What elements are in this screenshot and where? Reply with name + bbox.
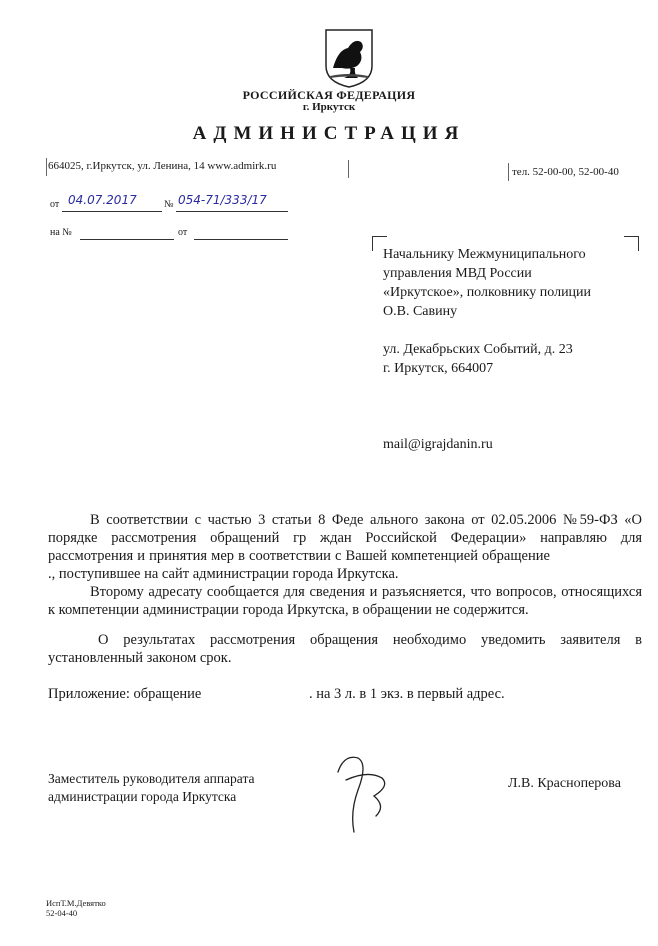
city-coat-of-arms bbox=[324, 28, 374, 88]
registration-date: 04.07.2017 bbox=[68, 193, 137, 207]
paragraph-result: О результатах рассмотрения обращения необходимо уведомить заявителя в установленный законом срок. bbox=[48, 632, 642, 666]
sender-address: 664025, г.Иркутск, ул. Ленина, 14 www.admirk.ru bbox=[48, 160, 277, 172]
federation-title: РОССИЙСКАЯ ФЕДЕРАЦИЯ bbox=[242, 88, 416, 102]
letter-body bbox=[48, 511, 642, 703]
phone-divider bbox=[508, 163, 509, 181]
date-label: от bbox=[50, 199, 60, 210]
reply-date-field bbox=[194, 239, 288, 240]
executor-name: ИспТ.М.Девятко bbox=[46, 898, 106, 908]
reply-number-field bbox=[80, 239, 174, 240]
signatory-position: Заместитель руководителя аппарата администрации города Иркутска bbox=[48, 771, 255, 804]
attachment-line: Приложение: обращение . на 3 л. в 1 экз. в первый адрес. bbox=[48, 686, 505, 702]
recipient-corner-right bbox=[624, 236, 639, 251]
sender-phone: тел. 52-00-00, 52-00-40 bbox=[512, 166, 619, 178]
recipient-block bbox=[383, 245, 591, 454]
recipient-line: управления МВД России bbox=[383, 266, 532, 281]
registration-number: 054-71/333/17 bbox=[178, 193, 267, 207]
number-label: № bbox=[164, 199, 174, 210]
handwritten-signature bbox=[328, 750, 400, 838]
administration-title: АДМИНИСТРАЦИЯ bbox=[192, 123, 466, 144]
executor-phone: 52-04-40 bbox=[46, 908, 78, 918]
date-underline bbox=[62, 211, 162, 212]
recipient-line: Начальнику Межмуниципального bbox=[383, 247, 586, 262]
recipient-line: «Иркутское», полковнику полиции bbox=[383, 285, 592, 300]
reply-date-label: от bbox=[178, 227, 188, 238]
paragraph-forwarding: В соответствии с частью 3 статьи 8 Феде ального закона от 02.05.2006 №59-ФЗ «О порядке рассмотрения обращений гр ждан Российской Федерации» направляю для рассмотрения и принятия мер в соответствии с Вашей компетенцией обращение ., поступившее на сайт администрации города Иркутска. bbox=[48, 512, 642, 582]
recipient-address-line: г. Иркутск, 664007 bbox=[383, 361, 494, 376]
recipient-line: О.В. Савину bbox=[383, 304, 458, 319]
number-underline bbox=[176, 211, 288, 212]
paragraph-second-addressee: Второму адресату сообщается для сведения и разъясняется, что вопросов, относящихся к компетенции администрации города Иркутска, в обращении не содержится. bbox=[48, 584, 642, 618]
address-left-border bbox=[46, 158, 47, 176]
executor-info bbox=[46, 898, 106, 918]
city-name: г. Иркутск bbox=[302, 101, 356, 113]
recipient-email: mail@igrajdanin.ru bbox=[383, 437, 493, 452]
reply-number-label: на № bbox=[50, 227, 72, 238]
signatory-name: Л.В. Красноперова bbox=[508, 776, 621, 791]
recipient-address-line: ул. Декабрьских Событий, д. 23 bbox=[383, 342, 573, 357]
address-divider bbox=[348, 160, 349, 178]
